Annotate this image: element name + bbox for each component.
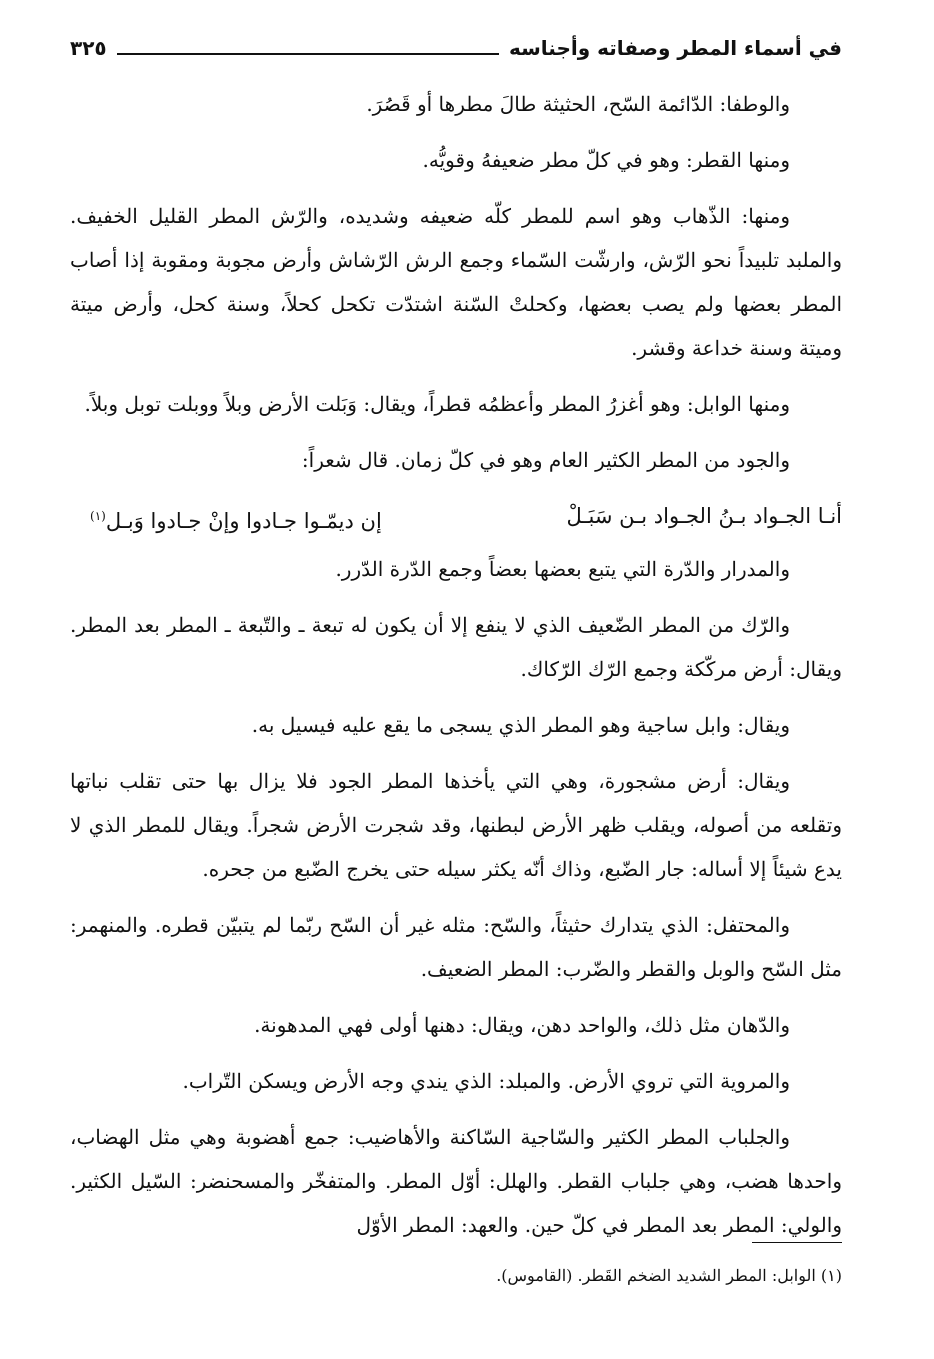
footnote-marker: (١) xyxy=(90,509,106,523)
running-header xyxy=(70,28,842,68)
paragraph: ويقال: وابل ساجية وهو المطر الذي يسجى ما يقع عليه فيسيل به. xyxy=(251,713,790,737)
paragraph: والدّهان مثل ذلك، والواحد دهن، ويقال: دهنها أولى فهي المدهونة. xyxy=(254,1013,790,1037)
poem-verse xyxy=(70,494,842,543)
paragraph: والرّك من المطر الضّعيف الذي لا ينفع إلا أن يكون له تبعة ـ والتّبعة ـ المطر بعد المطر. ويقال: أرض مركّكة وجمع الرّك الرّكاك. xyxy=(70,613,842,681)
main-text xyxy=(70,82,842,1259)
paragraph: والمدرار والدّرة التي يتبع بعضها بعضاً وجمع الدّرة الدّرر. xyxy=(335,557,790,581)
paragraph: والمروية التي تروي الأرض. والمبلد: الذي يندي وجه الأرض ويسكن التّراب. xyxy=(182,1069,790,1093)
chapter-title: في أسماء المطر وصفاته وأجناسه xyxy=(508,36,842,60)
footnote: (١) الوابل: المطر الشديد الضخم القَطر. (القاموس). xyxy=(496,1266,842,1285)
verse-first-hemistich: أنـا الجـواد بـنُ الجـواد بـن سَبَـلْ xyxy=(566,504,842,528)
footnote-divider xyxy=(752,1242,842,1243)
paragraph: والوطفا: الدّائمة السّح، الحثيثة طالَ مطرها أو قَصُرَ. xyxy=(366,92,790,116)
paragraph: والمحتفل: الذي يتدارك حثيثاً، والسّح: مثله غير أن السّح ربّما لم يتبيّن قطره. والمنهمر: مثل السّح والوبل والقطر والضّرب: المطر الضعيف. xyxy=(70,913,842,981)
verse-second-hemistich: إن ديمّـوا جـادوا وإنْ جـادوا وَبـل$^{(١)}$ xyxy=(90,509,382,533)
paragraph: ومنها الوابل: وهو أغزرُ المطر وأعظمُه قطراً، ويقال: وَبَلت الأرض وبلاً ووبلت توبل وبلاً. xyxy=(84,392,790,416)
paragraph: والجود من المطر الكثير العام وهو في كلّ زمان. قال شعراً: xyxy=(301,448,790,472)
paragraph: ومنها القطر: وهو في كلّ مطر ضعيفهُ وقويُّه. xyxy=(422,148,790,172)
page-number: ٣٢٥ xyxy=(70,36,107,60)
paragraph: والجلباب المطر الكثير والسّاجية السّاكنة والأهاضيب: جمع أهضوبة وهي مثل الهضاب، واحدها هضب، وهي جلباب القطر. والهلل: أوّل المطر. والمتفخّر والمسحنضر: السّيل الكثير. والولي: المطر بعد المطر في كلّ حين. والعهد: المطر الأوّل xyxy=(70,1125,842,1237)
paragraph: ويقال: أرض مشجورة، وهي التي يأخذها المطر الجود فلا يزال بها حتى تقلب نباتها وتقلعه من أصوله، ويقلب ظهر الأرض لبطنها، وقد شجرت الأرض شجراً. ويقال للمطر الذي لا يدع شيئاً إلا أساله: جار الضّبع، وذاك أنّه يكثر سيله حتى يخرج الضّبع من جحره. xyxy=(70,769,842,881)
paragraph: ومنها: الذّهاب وهو اسم للمطر كلّه ضعيفه وشديده، والرّش المطر القليل الخفيف. والملبد تلبيداً نحو الرّش، وارشّت السّماء وجمع الرش الرّشاش وأرض مجوبة ومقوبة إذا أصاب المطر بعضها ولم يصب بعضها، وكحلتْ السّنة اشتدّت تكحل كحلاً، وسنة كحل، وأرض ميتة وميتة وسنة خداعة وقشر. xyxy=(70,204,842,360)
header-rule xyxy=(117,53,499,55)
